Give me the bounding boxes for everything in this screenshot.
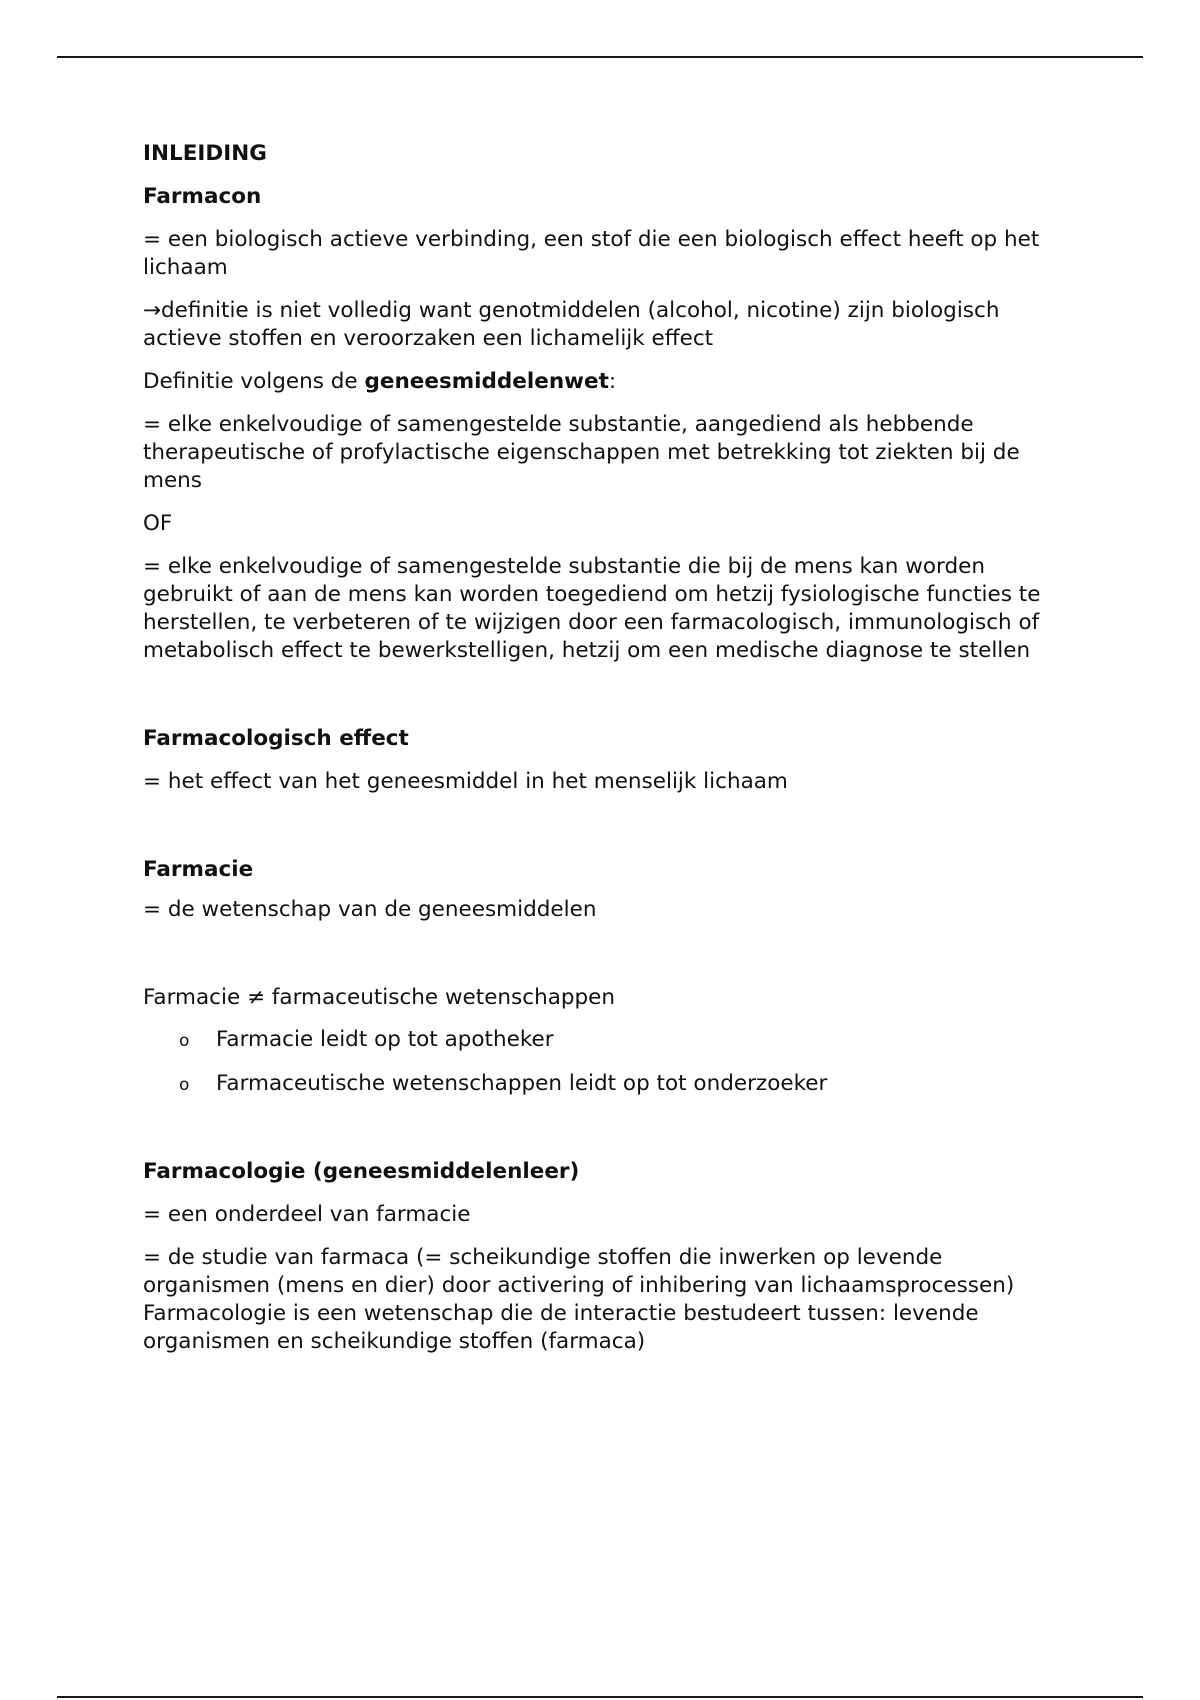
or-text: OF xyxy=(143,511,173,536)
law-definition-1: = elke enkelvoudige of samengestelde substantie, aangediend als hebbende therapeutische of profylactische eigenschappen met betrekking tot ziekten bij de mens xyxy=(143,412,1020,493)
document-body xyxy=(143,140,1063,1356)
farmacologie-title: Farmacologie (geneesmiddelenleer) xyxy=(143,1159,580,1184)
farmacon-note: →definitie is niet volledig want genotmiddelen (alcohol, nicotine) zijn biologisch actieve stoffen en veroorzaken een lichamelijk effect xyxy=(143,298,1000,351)
effect-title: Farmacologisch effect xyxy=(143,726,409,751)
bullet-icon: o xyxy=(179,1031,190,1051)
list-item xyxy=(143,1070,1063,1098)
footer-rule xyxy=(57,1696,1143,1698)
farmacie-bullet-list xyxy=(143,1026,1063,1098)
list-item-text: Farmacie leidt op tot apotheker xyxy=(216,1027,554,1052)
farmacon-title: Farmacon xyxy=(143,184,262,209)
effect-definition: = het effect van het geneesmiddel in het menselijk lichaam xyxy=(143,769,788,794)
farmacie-compare: Farmacie ≠ farmaceutische wetenschappen xyxy=(143,985,616,1010)
list-item-text: Farmaceutische wetenschappen leidt op tot onderzoeker xyxy=(216,1071,828,1096)
law-intro-post: : xyxy=(608,369,617,394)
bullet-icon: o xyxy=(179,1075,190,1095)
law-intro xyxy=(143,368,1063,396)
law-intro-bold: geneesmiddelenwet xyxy=(364,369,609,394)
farmacologie-definition-2: = de studie van farmaca (= scheikundige stoffen die inwerken op levende organismen (mens en dier) door activering of inhibering van lichaamsprocessen) Farmacologie is een wetenschap die de interactie bestudeert tussen: levende organismen en scheikundige stoffen (farmaca) xyxy=(143,1245,1015,1354)
law-intro-pre: Definitie volgens de xyxy=(143,369,365,394)
section-heading: INLEIDING xyxy=(143,141,267,166)
law-definition-2: = elke enkelvoudige of samengestelde substantie die bij de mens kan worden gebruikt of aan de mens kan worden toegediend om hetzij fysiologische functies te herstellen, te verbeteren of te wijzigen door een farmacologisch, immunologisch of metabolisch effect te bewerkstelligen, hetzij om een medische diagnose te stellen xyxy=(143,554,1041,663)
list-item xyxy=(143,1026,1063,1054)
header-rule xyxy=(57,56,1143,58)
farmacie-definition: = de wetenschap van de geneesmiddelen xyxy=(143,897,597,922)
farmacie-title: Farmacie xyxy=(143,857,254,882)
farmacologie-definition-1: = een onderdeel van farmacie xyxy=(143,1202,471,1227)
farmacon-definition: = een biologisch actieve verbinding, een stof die een biologisch effect heeft op het lichaam xyxy=(143,227,1040,280)
